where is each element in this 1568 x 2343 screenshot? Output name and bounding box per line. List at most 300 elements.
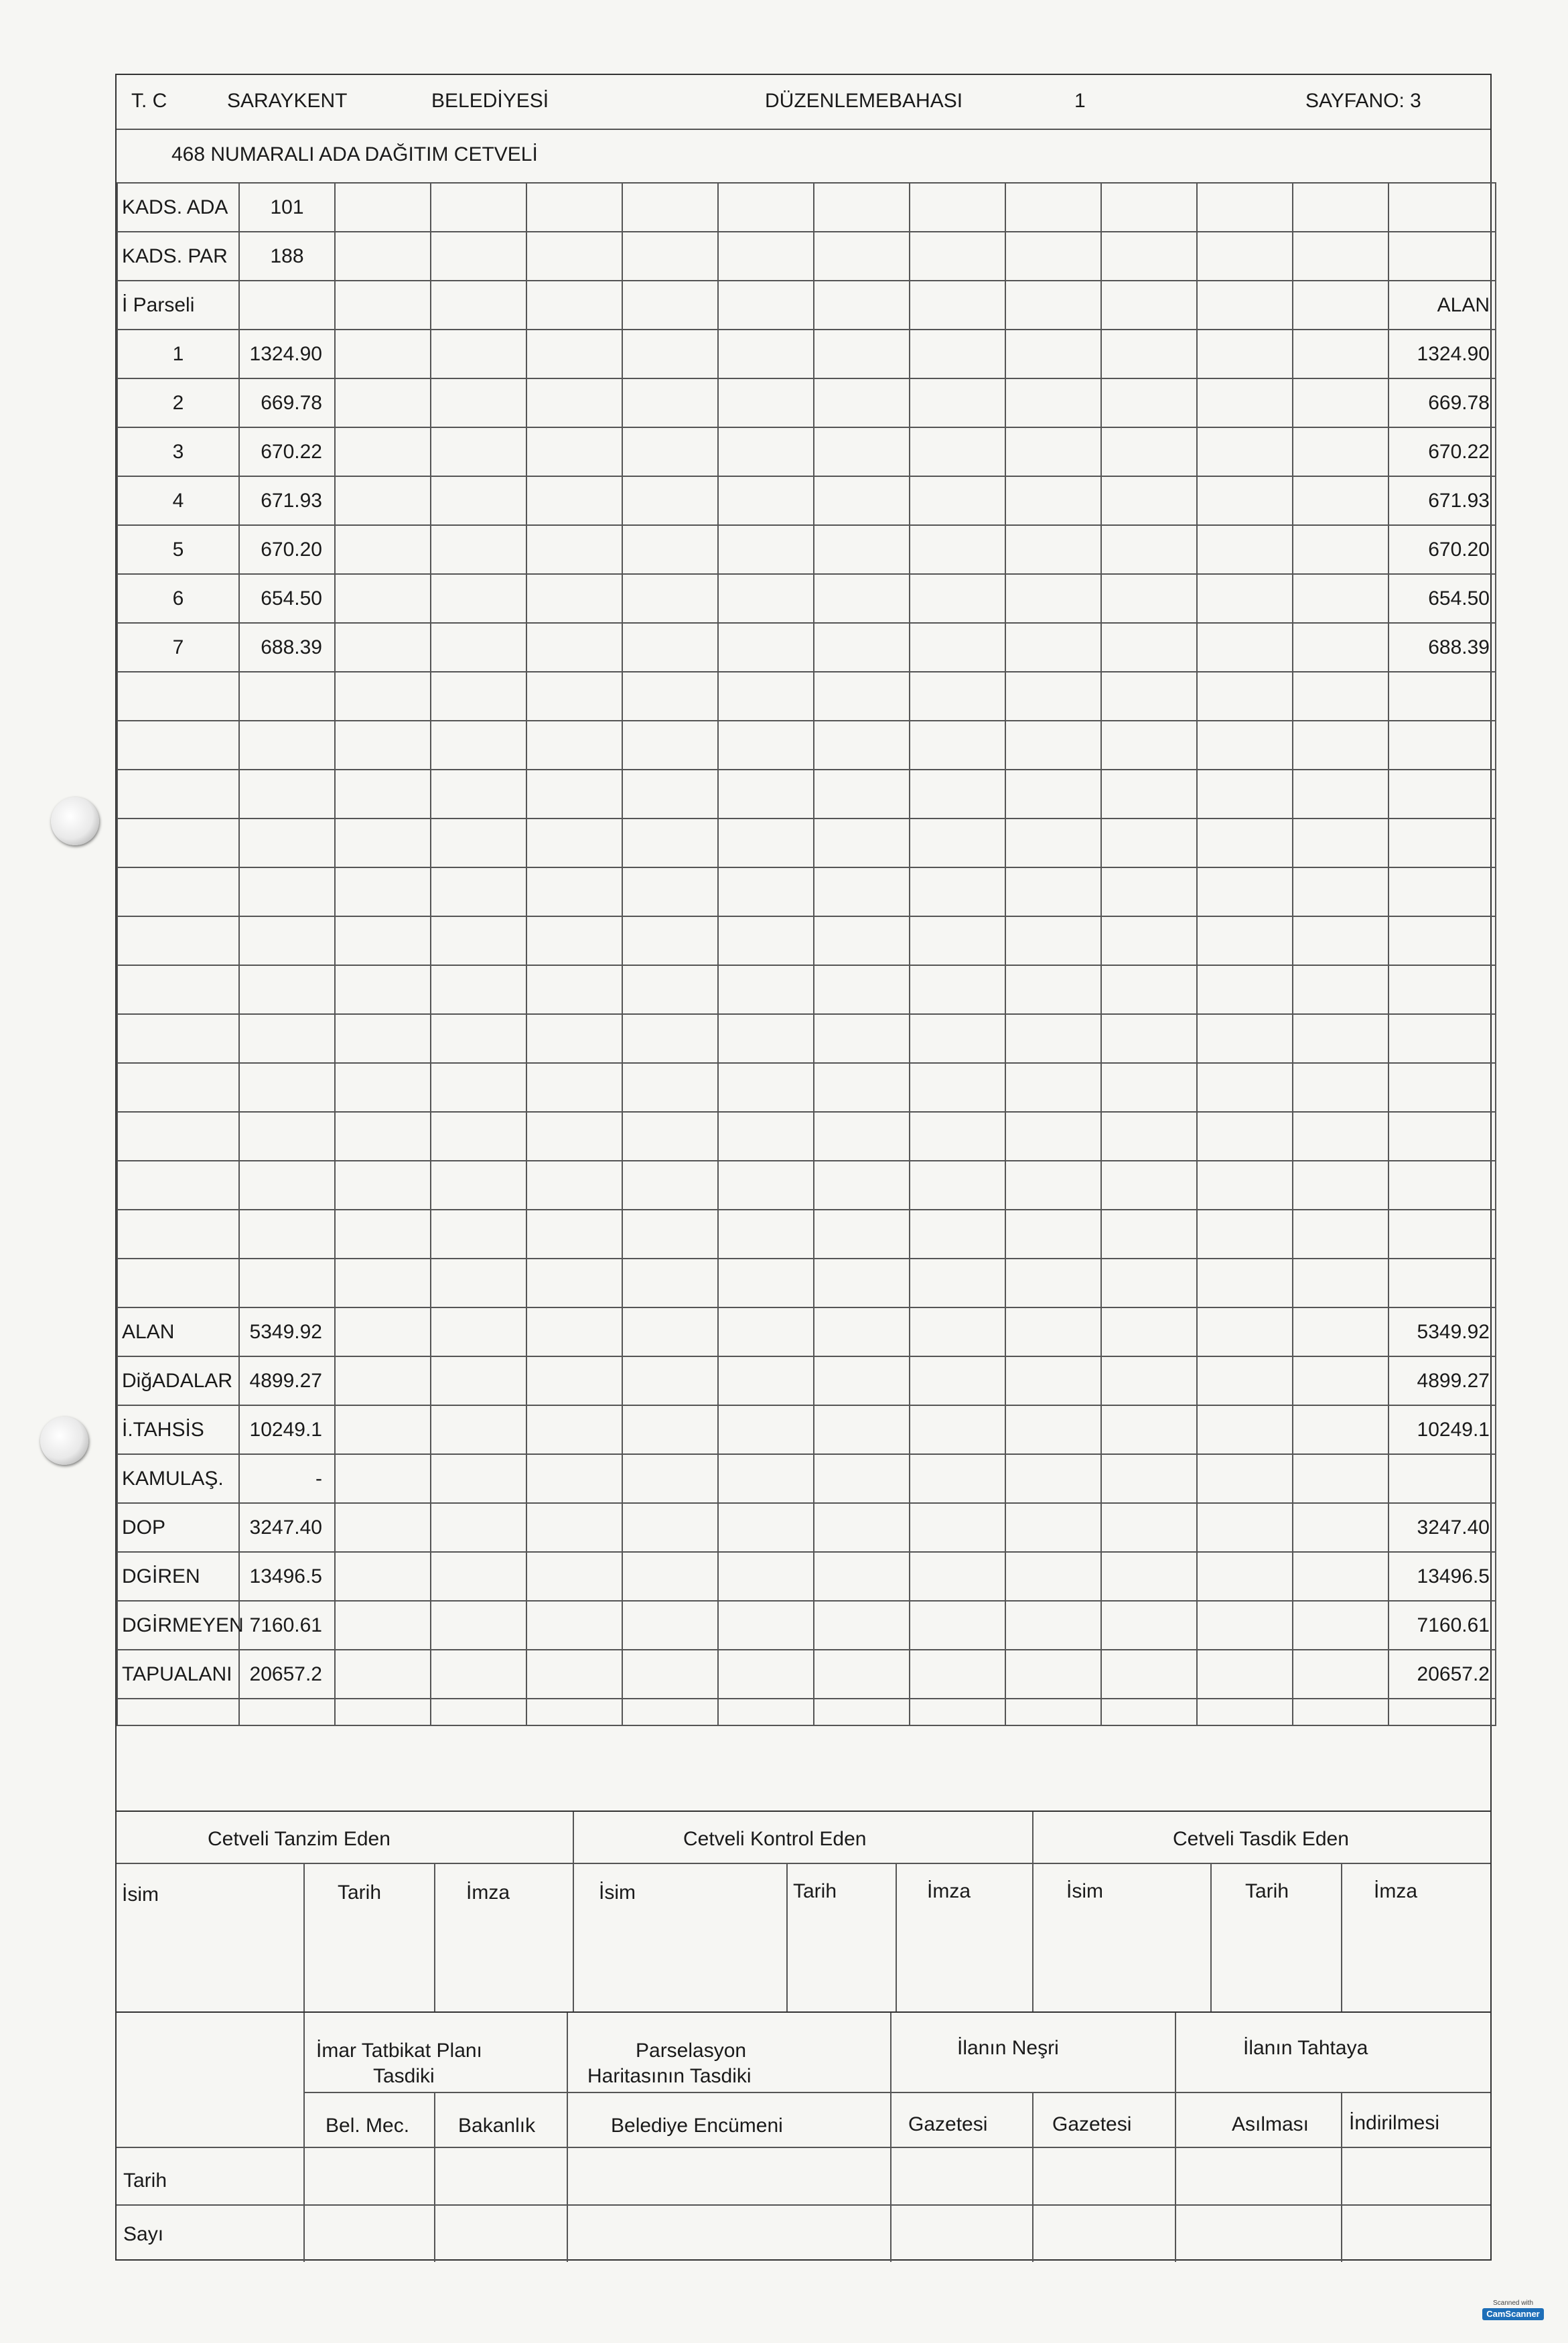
- table-cell: [1101, 232, 1197, 281]
- table-cell: [910, 232, 1005, 281]
- table-cell: 13496.5: [239, 1552, 335, 1601]
- table-cell: [1101, 916, 1197, 965]
- table-cell: 654.50: [1388, 574, 1496, 623]
- table-cell: [718, 183, 814, 232]
- table-cell: [1388, 1161, 1496, 1210]
- table-cell: [622, 1601, 718, 1650]
- table-cell: [1005, 965, 1101, 1014]
- table-cell: [335, 378, 431, 427]
- table-cell: [622, 672, 718, 721]
- table-cell: [431, 965, 526, 1014]
- table-cell: [1293, 1503, 1388, 1552]
- table-cell: [526, 1014, 622, 1063]
- punch-hole: [40, 1417, 88, 1465]
- table-title: 468 NUMARALI ADA DAĞITIM CETVELİ: [171, 143, 538, 165]
- table-cell: [1005, 623, 1101, 672]
- table-row: [117, 378, 1496, 427]
- page-number: SAYFANO: 3: [1305, 90, 1421, 112]
- table-cell: [1197, 1307, 1293, 1356]
- camscanner-watermark: [1473, 2299, 1553, 2328]
- table-cell: [431, 427, 526, 476]
- kontrol-header: Cetveli Kontrol Eden: [683, 1828, 867, 1850]
- table-cell: [622, 1112, 718, 1161]
- table-cell: [718, 867, 814, 916]
- tarih-row-label: Tarih: [123, 2170, 167, 2192]
- table-cell: [622, 281, 718, 330]
- table-cell: [1005, 1454, 1101, 1503]
- table-cell: [1197, 281, 1293, 330]
- table-cell: 688.39: [1388, 623, 1496, 672]
- table-cell: [1293, 1356, 1388, 1405]
- table-cell: [117, 1112, 239, 1161]
- table-cell: [1101, 1552, 1197, 1601]
- table-cell: [239, 721, 335, 770]
- table-cell: [1293, 672, 1388, 721]
- table-cell: [910, 1356, 1005, 1405]
- table-cell: [335, 1259, 431, 1307]
- table-cell: 5349.92: [239, 1307, 335, 1356]
- table-cell: [1293, 867, 1388, 916]
- table-cell: [910, 770, 1005, 819]
- table-cell: [1197, 623, 1293, 672]
- table-cell: [718, 965, 814, 1014]
- table-cell: [1005, 1405, 1101, 1454]
- table-cell: [1005, 232, 1101, 281]
- table-cell: [910, 330, 1005, 378]
- table-row: [117, 574, 1496, 623]
- table-row: [117, 867, 1496, 916]
- table-cell: [239, 867, 335, 916]
- table-cell: [431, 672, 526, 721]
- table-cell: [1197, 819, 1293, 867]
- punch-hole: [51, 797, 99, 845]
- table-cell: [1293, 476, 1388, 525]
- table-cell: [1293, 916, 1388, 965]
- table-cell: [1197, 721, 1293, 770]
- table-cell: [718, 1454, 814, 1503]
- table-cell: [1293, 281, 1388, 330]
- table-cell: [814, 1650, 910, 1699]
- table-cell: [1005, 1650, 1101, 1699]
- table-cell: [1101, 1699, 1197, 1725]
- table-cell: 7160.61: [1388, 1601, 1496, 1650]
- table-cell: [239, 672, 335, 721]
- table-cell: 3: [117, 427, 239, 476]
- table-cell: 671.93: [239, 476, 335, 525]
- table-cell: [1293, 1210, 1388, 1259]
- table-cell: [526, 1356, 622, 1405]
- table-cell: 669.78: [239, 378, 335, 427]
- table-row: [117, 1161, 1496, 1210]
- table-cell: [431, 623, 526, 672]
- table-cell: [718, 916, 814, 965]
- table-cell: 13496.5: [1388, 1552, 1496, 1601]
- table-cell: [1388, 916, 1496, 965]
- table-cell: [526, 770, 622, 819]
- table-cell: [814, 183, 910, 232]
- table-cell: 670.20: [239, 525, 335, 574]
- table-cell: [431, 770, 526, 819]
- table-cell: [718, 525, 814, 574]
- table-cell: [718, 721, 814, 770]
- table-cell: [1101, 1014, 1197, 1063]
- distribution-table-sheet: [115, 74, 1492, 2261]
- municipality-name: SARAYKENT: [227, 90, 348, 112]
- indirilmesi-label: İndirilmesi: [1349, 2112, 1440, 2134]
- table-cell: [239, 1112, 335, 1161]
- table-cell: [814, 378, 910, 427]
- table-cell: 669.78: [1388, 378, 1496, 427]
- table-cell: [117, 965, 239, 1014]
- table-cell: [718, 1112, 814, 1161]
- table-cell: [718, 623, 814, 672]
- table-cell: [1293, 1601, 1388, 1650]
- table-cell: [910, 1454, 1005, 1503]
- table-cell: [1005, 867, 1101, 916]
- table-cell: 6: [117, 574, 239, 623]
- table-cell: [117, 1161, 239, 1210]
- table-cell: [335, 330, 431, 378]
- table-row: [117, 1259, 1496, 1307]
- table-cell: DiğADALAR: [117, 1356, 239, 1405]
- table-cell: [910, 1161, 1005, 1210]
- table-cell: [526, 1650, 622, 1699]
- table-cell: [814, 867, 910, 916]
- table-cell: [1101, 525, 1197, 574]
- table-row: [117, 476, 1496, 525]
- table-row: [117, 1552, 1496, 1601]
- table-cell: [1388, 819, 1496, 867]
- table-cell: [1388, 232, 1496, 281]
- table-cell: [718, 1210, 814, 1259]
- table-cell: [431, 819, 526, 867]
- table-row: [117, 770, 1496, 819]
- table-cell: 7: [117, 623, 239, 672]
- table-cell: [1293, 330, 1388, 378]
- table-cell: [431, 1307, 526, 1356]
- tarih-label: Tarih: [338, 1882, 382, 1904]
- table-cell: [814, 1063, 910, 1112]
- table-cell: 4899.27: [239, 1356, 335, 1405]
- table-cell: [1005, 281, 1101, 330]
- table-cell: [1293, 1650, 1388, 1699]
- table-cell: [1005, 1307, 1101, 1356]
- table-cell: [814, 1454, 910, 1503]
- table-cell: [526, 1307, 622, 1356]
- table-cell: [1101, 623, 1197, 672]
- table-cell: [1197, 378, 1293, 427]
- table-cell: [526, 1601, 622, 1650]
- table-cell: [1101, 770, 1197, 819]
- table-cell: [431, 1356, 526, 1405]
- bakanlik-label: Bakanlık: [458, 2115, 536, 2137]
- table-cell: [117, 819, 239, 867]
- table-cell: [431, 1552, 526, 1601]
- table-cell: [622, 476, 718, 525]
- table-cell: [1101, 1405, 1197, 1454]
- table-cell: [1101, 1210, 1197, 1259]
- table-cell: [526, 183, 622, 232]
- table-cell: [718, 427, 814, 476]
- table-cell: [910, 965, 1005, 1014]
- table-cell: [526, 427, 622, 476]
- table-cell: [622, 1307, 718, 1356]
- table-row: [117, 281, 1496, 330]
- table-cell: [814, 232, 910, 281]
- table-cell: [1197, 232, 1293, 281]
- table-cell: 101: [239, 183, 335, 232]
- header-row: [117, 75, 1490, 130]
- table-cell: [117, 867, 239, 916]
- table-cell: [526, 819, 622, 867]
- table-cell: [335, 476, 431, 525]
- table-cell: [1293, 1063, 1388, 1112]
- table-cell: [814, 1405, 910, 1454]
- table-cell: [526, 672, 622, 721]
- table-cell: [1293, 819, 1388, 867]
- table-cell: [526, 525, 622, 574]
- table-cell: [718, 1063, 814, 1112]
- table-cell: [814, 1601, 910, 1650]
- sayi-row-label: Sayı: [123, 2223, 164, 2245]
- table-cell: [1101, 1503, 1197, 1552]
- table-cell: [814, 1503, 910, 1552]
- table-cell: [718, 672, 814, 721]
- table-cell: [431, 281, 526, 330]
- table-cell: [431, 574, 526, 623]
- table-cell: [335, 232, 431, 281]
- table-cell: [335, 1650, 431, 1699]
- table-cell: 670.22: [239, 427, 335, 476]
- table-cell: [1101, 183, 1197, 232]
- table-cell: 20657.2: [1388, 1650, 1496, 1699]
- table-cell: [1101, 1063, 1197, 1112]
- table-cell: [431, 183, 526, 232]
- table-row: [117, 819, 1496, 867]
- area-label: DÜZENLEMEBAHASI: [765, 90, 963, 112]
- table-cell: [622, 574, 718, 623]
- table-cell: [335, 1454, 431, 1503]
- belediye-encumeni-label: Belediye Encümeni: [611, 2115, 783, 2137]
- table-cell: [335, 623, 431, 672]
- table-row: [117, 1503, 1496, 1552]
- table-cell: [1293, 427, 1388, 476]
- table-cell: [718, 1650, 814, 1699]
- table-cell: [1005, 1699, 1101, 1725]
- table-cell: [910, 1405, 1005, 1454]
- table-cell: [239, 1161, 335, 1210]
- table-cell: [431, 1063, 526, 1112]
- gazetesi-label: Gazetesi: [908, 2113, 988, 2135]
- table-cell: [335, 867, 431, 916]
- table-cell: [1101, 1307, 1197, 1356]
- table-cell: [1293, 623, 1388, 672]
- table-cell: [526, 721, 622, 770]
- table-cell: [718, 1356, 814, 1405]
- table-cell: [1197, 867, 1293, 916]
- isim-label: İsim: [599, 1882, 636, 1904]
- table-cell: [526, 476, 622, 525]
- table-cell: [910, 672, 1005, 721]
- table-cell: [431, 721, 526, 770]
- table-cell: [910, 1552, 1005, 1601]
- table-cell: [1197, 1699, 1293, 1725]
- table-cell: [718, 1014, 814, 1063]
- table-cell: [622, 525, 718, 574]
- table-cell: [910, 623, 1005, 672]
- table-row: [117, 1210, 1496, 1259]
- asilmasi-label: Asılması: [1232, 2113, 1309, 2135]
- table-cell: [1197, 1014, 1293, 1063]
- table-cell: [910, 819, 1005, 867]
- table-cell: 670.22: [1388, 427, 1496, 476]
- table-cell: DGİREN: [117, 1552, 239, 1601]
- table-cell: [431, 867, 526, 916]
- table-cell: [1005, 1112, 1101, 1161]
- table-cell: [1101, 819, 1197, 867]
- table-cell: [335, 916, 431, 965]
- gazetesi-label: Gazetesi: [1052, 2113, 1132, 2135]
- table-cell: [239, 770, 335, 819]
- table-cell: [1005, 427, 1101, 476]
- table-cell: [718, 574, 814, 623]
- table-cell: [1005, 183, 1101, 232]
- table-cell: [910, 916, 1005, 965]
- isim-label: İsim: [122, 1884, 159, 1906]
- tasdik-header: Cetveli Tasdik Eden: [1173, 1828, 1349, 1850]
- table-row: [117, 965, 1496, 1014]
- table-cell: [1388, 965, 1496, 1014]
- table-cell: [622, 867, 718, 916]
- table-cell: [1197, 1259, 1293, 1307]
- table-cell: [718, 1699, 814, 1725]
- table-cell: [814, 1552, 910, 1601]
- table-cell: [910, 1601, 1005, 1650]
- table-cell: [526, 1503, 622, 1552]
- subtitle-row: [117, 129, 1490, 184]
- table-cell: [239, 1063, 335, 1112]
- table-cell: [1197, 1454, 1293, 1503]
- area-number: 1: [1074, 90, 1086, 112]
- table-cell: [335, 721, 431, 770]
- table-cell: [1388, 183, 1496, 232]
- table-row: [117, 1112, 1496, 1161]
- table-cell: [1005, 1210, 1101, 1259]
- table-cell: [622, 1552, 718, 1601]
- table-cell: [718, 476, 814, 525]
- table-cell: [622, 819, 718, 867]
- table-cell: [335, 819, 431, 867]
- table-cell: [239, 819, 335, 867]
- table-cell: [1197, 183, 1293, 232]
- table-cell: [1005, 1356, 1101, 1405]
- table-cell: [718, 1405, 814, 1454]
- table-cell: [1388, 1210, 1496, 1259]
- table-cell: [1293, 1259, 1388, 1307]
- table-cell: [1197, 1601, 1293, 1650]
- table-cell: 4899.27: [1388, 1356, 1496, 1405]
- table-cell: [1197, 1503, 1293, 1552]
- table-cell: [335, 672, 431, 721]
- table-cell: [1005, 1601, 1101, 1650]
- table-cell: [239, 916, 335, 965]
- isim-label: İsim: [1066, 1880, 1103, 1902]
- table-cell: KADS. ADA: [117, 183, 239, 232]
- table-cell: [910, 1699, 1005, 1725]
- table-cell: 188: [239, 232, 335, 281]
- table-cell: [1101, 672, 1197, 721]
- table-cell: [910, 1112, 1005, 1161]
- table-cell: [910, 378, 1005, 427]
- table-cell: [1388, 770, 1496, 819]
- table-cell: [1388, 1063, 1496, 1112]
- table-cell: [1388, 721, 1496, 770]
- table-cell: [1293, 574, 1388, 623]
- table-cell: [910, 1014, 1005, 1063]
- table-cell: [1293, 1405, 1388, 1454]
- table-cell: [1101, 1259, 1197, 1307]
- table-cell: [1293, 1112, 1388, 1161]
- table-cell: [431, 1405, 526, 1454]
- table-cell: [335, 1014, 431, 1063]
- table-cell: [622, 1356, 718, 1405]
- table-cell: [814, 1356, 910, 1405]
- table-cell: [622, 183, 718, 232]
- table-cell: [1197, 525, 1293, 574]
- table-cell: [1005, 1063, 1101, 1112]
- table-cell: [1101, 330, 1197, 378]
- imar-plan-label-2: Tasdiki: [373, 2065, 435, 2087]
- table-cell: [431, 1699, 526, 1725]
- table-cell: [526, 916, 622, 965]
- table-cell: [335, 427, 431, 476]
- table-cell: [1197, 1650, 1293, 1699]
- table-cell: [910, 721, 1005, 770]
- table-cell: KADS. PAR: [117, 232, 239, 281]
- table-row: [117, 623, 1496, 672]
- table-cell: [1197, 916, 1293, 965]
- table-cell: 688.39: [239, 623, 335, 672]
- bel-mec-label: Bel. Mec.: [326, 2115, 410, 2137]
- table-row: [117, 183, 1496, 232]
- table-row: [117, 1650, 1496, 1699]
- table-cell: [1005, 819, 1101, 867]
- table-cell: 4: [117, 476, 239, 525]
- parcel-grid: [117, 182, 1496, 1726]
- table-cell: [1388, 1112, 1496, 1161]
- table-cell: [1197, 330, 1293, 378]
- table-cell: [1197, 476, 1293, 525]
- table-cell: [526, 1210, 622, 1259]
- table-cell: [1101, 721, 1197, 770]
- table-cell: [239, 1699, 335, 1725]
- table-cell: [1101, 1112, 1197, 1161]
- table-cell: [814, 916, 910, 965]
- table-cell: [718, 1307, 814, 1356]
- table-cell: [526, 1454, 622, 1503]
- table-cell: [622, 721, 718, 770]
- table-cell: [622, 623, 718, 672]
- table-cell: [526, 965, 622, 1014]
- table-row: [117, 1014, 1496, 1063]
- table-cell: [335, 1405, 431, 1454]
- table-cell: [814, 819, 910, 867]
- table-cell: [622, 1405, 718, 1454]
- table-cell: [718, 1259, 814, 1307]
- table-cell: [1005, 1552, 1101, 1601]
- table-cell: [1293, 965, 1388, 1014]
- table-row: [117, 427, 1496, 476]
